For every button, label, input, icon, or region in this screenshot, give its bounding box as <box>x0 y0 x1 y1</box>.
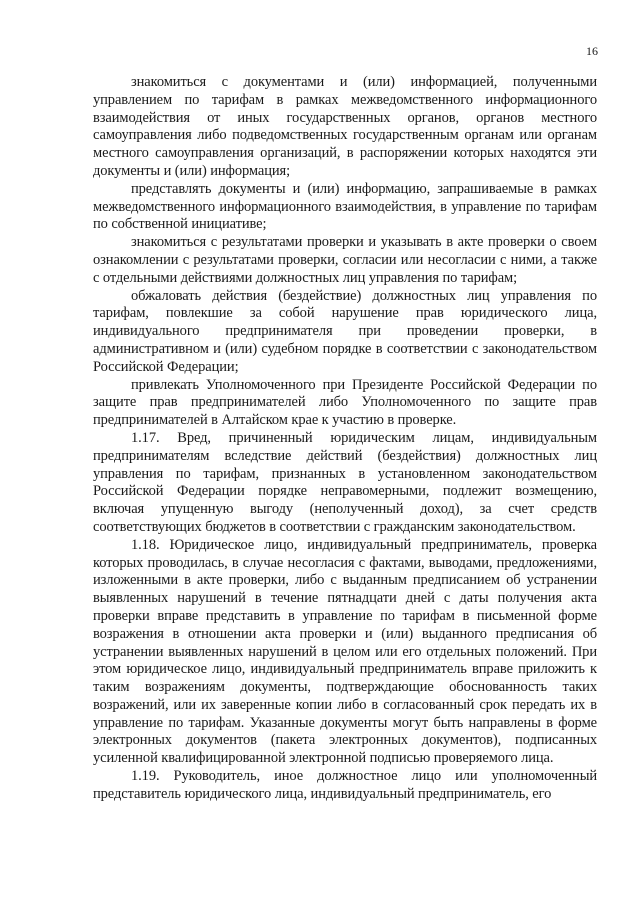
paragraph: обжаловать действия (бездействие) должностных лиц управления по тарифам, повлекшие за собой нарушение прав юридического лица, индивидуального предпринимателя при проведении проверки, в административном и (или) судебном порядке в соответствии с законодательством Российской Федерации; <box>93 287 597 375</box>
paragraph: 1.18. Юридическое лицо, индивидуальный предприниматель, проверка которых проводилась, в случае несогласия с фактами, выводами, предложениями, изложенными в акте проверки, либо с выданным предписанием об устранении выявленных нарушений в течение пятнадцати дней с даты получения акта проверки вправе представить в управление по тарифам в письменной форме возражения в отношении акта проверки и (или) выданного предписания об устранении выявленных нарушений в целом или его отдельных положений. При этом юридическое лицо, индивидуальный предприниматель вправе приложить к таким возражениям документы, подтверждающие обоснованность таких возражений, или их заверенные копии либо в согласованный срок передать их в управление по тарифам. Указанные документы могут быть направлены в форме электронных документов (пакета электронных документов), подписанных усиленной квалифицированной электронной подписью проверяемого лица. <box>93 536 597 767</box>
paragraph: знакомиться с документами и (или) информацией, полученными управлением по тарифам в рамках межведомственного информационного взаимодействия от иных государственных органов, органов местного самоуправления либо подведомственных государственным органам или органам местного самоуправления организаций, в распоряжении которых находятся эти документы и (или) информация; <box>93 74 597 179</box>
paragraph: привлекать Уполномоченного при Президенте Российской Федерации по защите прав предпринимателей либо Уполномоченного по защите прав предпринимателей в Алтайском крае к участию в проверке. <box>93 376 597 429</box>
paragraph: 1.17. Вред, причиненный юридическим лицам, индивидуальным предпринимателям вследствие действий (бездействия) должностных лиц управления по тарифам, признанных в установленном законодательством Российской Федерации порядке неправомерными, подлежит возмещению, включая упущенную выгоду (неполученный доход), за счет средств соответствующих бюджетов в соответствии с гражданским законодательством. <box>93 429 597 535</box>
paragraph: представлять документы и (или) информацию, запрашиваемые в рамках межведомственного информационного взаимодействия, в управление по тарифам по собственной инициативе; <box>93 180 597 233</box>
page-number: 16 <box>586 44 598 58</box>
paragraph: знакомиться с результатами проверки и указывать в акте проверки о своем ознакомлении с результатами проверки, согласии или несогласии с ними, а также с отдельными действиями должностных лиц управления по тарифам; <box>93 234 597 286</box>
paragraph: 1.19. Руководитель, иное должностное лицо или уполномоченный представитель юридического лица, индивидуальный предприниматель, его <box>93 768 597 802</box>
document-body <box>93 74 597 804</box>
